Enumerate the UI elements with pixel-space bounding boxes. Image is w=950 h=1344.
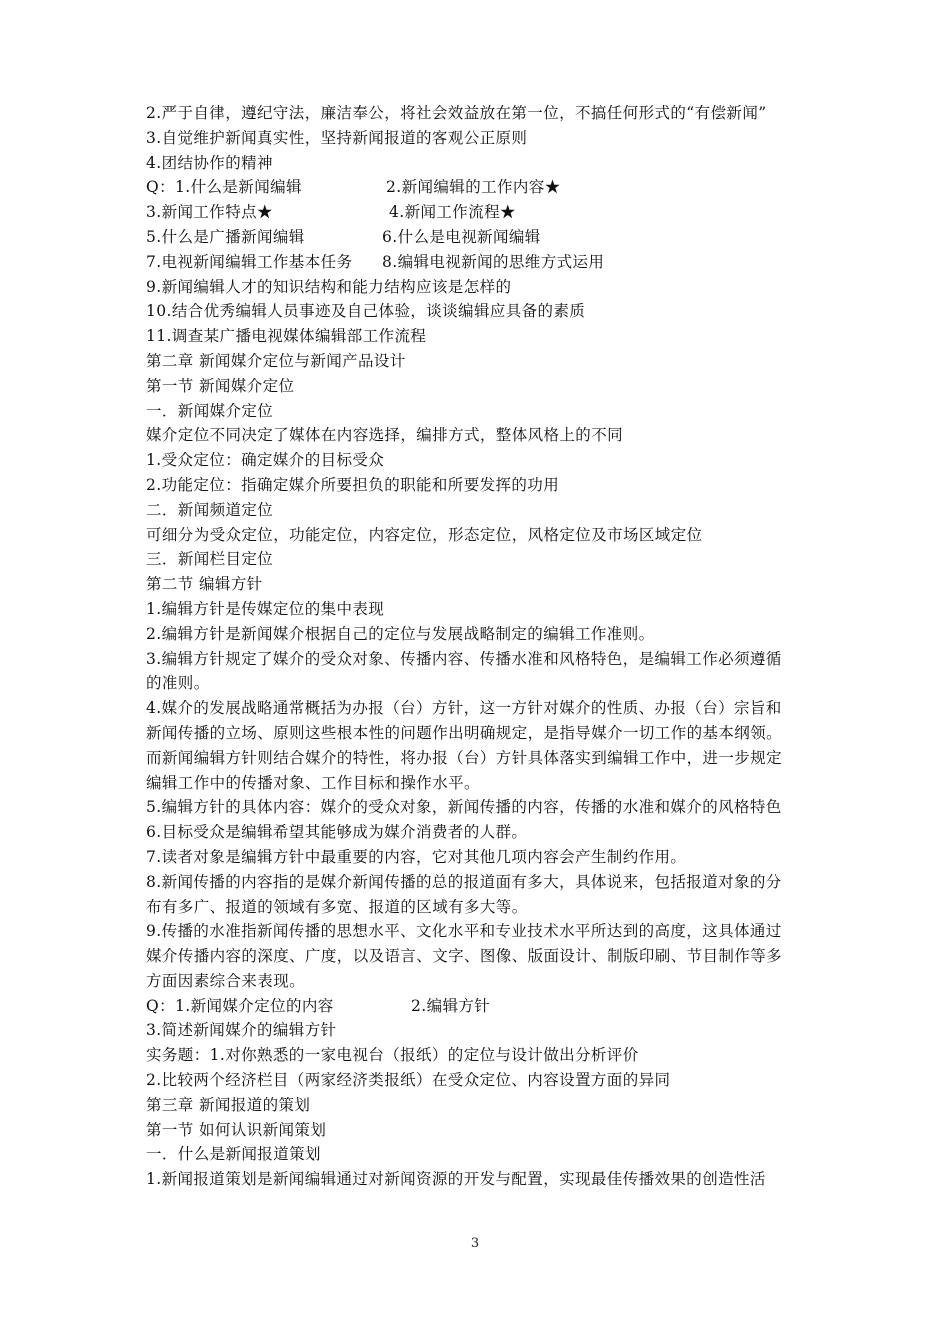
question-item: 4.新闻工作流程★ [389,203,516,222]
subsection-heading: 一．新闻媒介定位 [146,401,274,420]
subsection-heading: 三．新闻栏目定位 [146,550,274,569]
paragraph-line: 方面因素综合来表现。 [146,971,306,990]
text-line: 2.严于自律，遵纪守法，廉洁奉公，将社会效益放在第一位，不搞任何形式的“有偿新闻” [146,104,767,122]
paragraph-line: 新闻传播的立场、原则这些根本性的问题作出明确规定，是指导媒介一切工作的基本纲领。 [146,723,783,742]
paragraph-line: 媒介传播内容的深度、广度，以及语言、文字、图像、版面设计、制版印刷、节目制作等多 [146,947,783,966]
question-row [146,175,826,200]
paragraph-line: 9.传播的水准指新闻传播的思想水平、文化水平和专业技术水平所达到的高度，这具体通过 [146,922,782,941]
question-item: Q：1.新闻媒介定位的内容 [146,996,334,1015]
text-line: 1.新闻报道策划是新闻编辑通过对新闻资源的开发与配置，实现最佳传播效果的创造性活 [146,1170,766,1189]
question-item: Q：1.什么是新闻编辑 [146,178,302,197]
question-row [146,250,826,275]
page-number: 3 [470,1236,480,1251]
paragraph-line: 8.新闻传播的内容指的是媒介新闻传播的总的报道面有多大，具体说来，包括报道对象的分 [146,872,782,891]
text-line: 2.比较两个经济栏目（两家经济类报纸）在受众定位、内容设置方面的异同 [146,1071,671,1090]
question-item: 6.什么是电视新闻编辑 [382,227,541,246]
paragraph-line: 而新闻编辑方针则结合媒介的特性，将办报（台）方针具体落实到编辑工作中，进一步规定 [146,748,783,767]
section-heading: 第一节 新闻媒介定位 [146,376,295,395]
section-heading: 第二节 编辑方针 [146,575,263,594]
text-line: 3.自觉维护新闻真实性，坚持新闻报道的客观公正原则 [146,128,528,147]
question-item: 8.编辑电视新闻的思维方式运用 [382,252,605,271]
text-line: 可细分为受众定位，功能定位，内容定位，形态定位，风格定位及市场区域定位 [146,525,703,544]
subsection-heading: 一．什么是新闻报道策划 [146,1145,321,1164]
paragraph-line: 编辑工作中的传播对象、工作目标和操作水平。 [146,773,480,792]
text-line: 9.新闻编辑人才的知识结构和能力结构应该是怎样的 [146,277,512,296]
text-line: 3.简述新闻媒介的编辑方针 [146,1021,337,1040]
question-item: 7.电视新闻编辑工作基本任务 [146,252,353,271]
text-line: 11.调查某广播电视媒体编辑部工作流程 [146,327,427,346]
question-item: 2.新闻编辑的工作内容★ [386,178,561,197]
page-body [146,101,826,1192]
paragraph-line: 布有多广、报道的领域有多宽、报道的区域有多大等。 [146,897,528,916]
question-item: 3.新闻工作特点★ [146,203,273,222]
question-row [146,225,826,250]
paragraph-line: 4.媒介的发展战略通常概括为办报（台）方针，这一方针对媒介的性质、办报（台）宗旨和 [146,699,782,718]
paragraph-line: 的准则。 [146,674,210,693]
text-line: 2.功能定位：指确定媒介所要担负的职能和所要发挥的功用 [146,475,560,494]
subsection-heading: 二．新闻频道定位 [146,500,274,519]
chapter-heading: 第三章 新闻报道的策划 [146,1095,311,1114]
question-row [146,994,826,1019]
question-item: 5.什么是广播新闻编辑 [146,227,305,246]
section-heading: 第一节 如何认识新闻策划 [146,1120,327,1139]
text-line: 6.目标受众是编辑希望其能够成为媒介消费者的人群。 [146,823,528,842]
question-item: 2.编辑方针 [411,996,491,1015]
text-line: 1.受众定位：确定媒介的目标受众 [146,451,385,470]
text-line: 实务题：1.对你熟悉的一家电视台（报纸）的定位与设计做出分析评价 [146,1046,639,1065]
text-line: 4.团结协作的精神 [146,153,273,172]
text-line: 媒介定位不同决定了媒体在内容选择，编排方式，整体风格上的不同 [146,426,624,445]
question-row [146,200,826,225]
text-line: 2.编辑方针是新闻媒介根据自己的定位与发展战略制定的编辑工作准则。 [146,624,655,643]
text-line: 1.编辑方针是传媒定位的集中表现 [146,599,385,618]
text-line: 5.编辑方针的具体内容：媒介的受众对象，新闻传播的内容，传播的水准和媒介的风格特色 [146,798,782,817]
text-line: 7.读者对象是编辑方针中最重要的内容，它对其他几项内容会产生制约作用。 [146,847,687,866]
text-line: 10.结合优秀编辑人员事迹及自己体验，谈谈编辑应具备的素质 [146,302,586,321]
chapter-heading: 第二章 新闻媒介定位与新闻产品设计 [146,351,406,370]
paragraph-line: 3.编辑方针规定了媒介的受众对象、传播内容、传播水准和风格特色，是编辑工作必须遵循 [146,649,782,668]
